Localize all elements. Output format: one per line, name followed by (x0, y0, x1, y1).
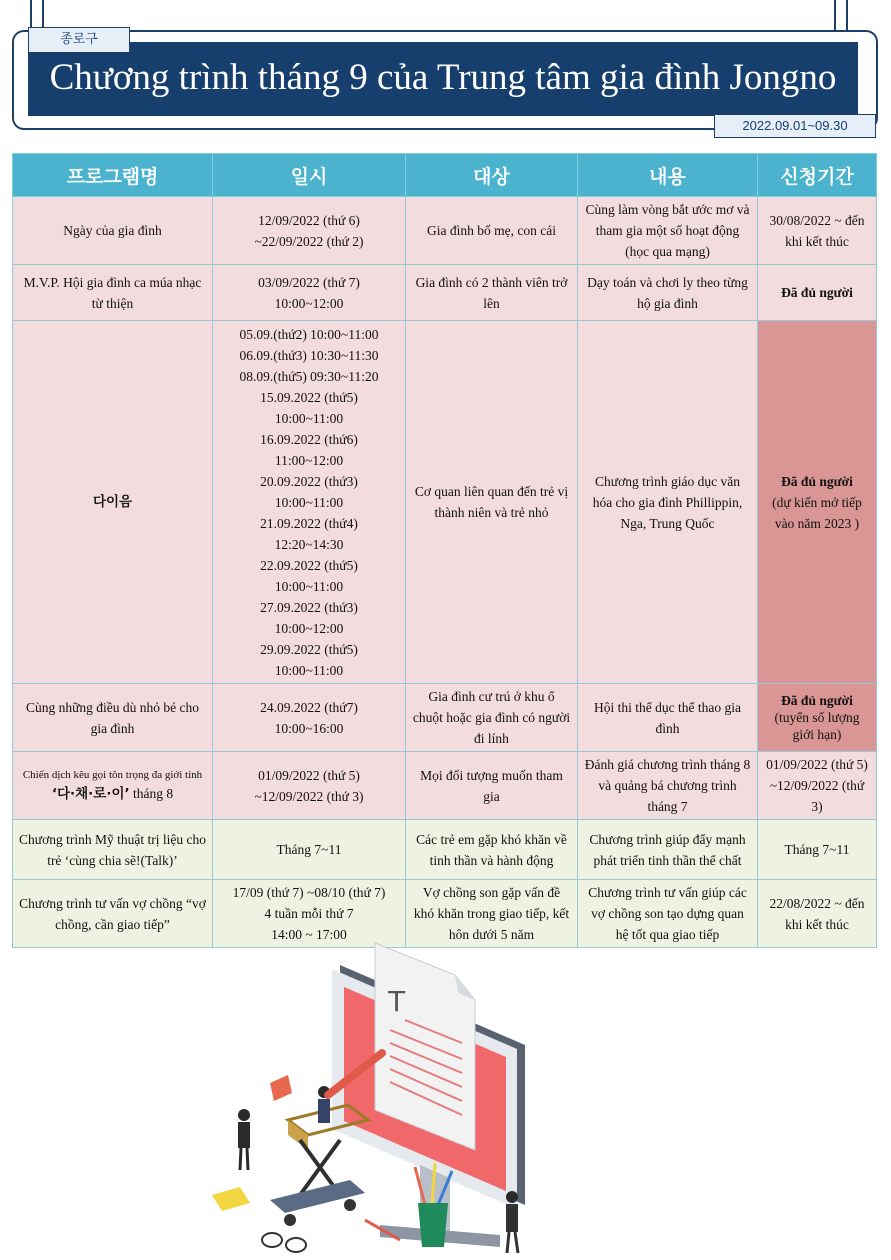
program-name: M.V.P. Hội gia đình ca múa nhạc từ thiện (13, 265, 213, 321)
program-period: Tháng 7~11 (758, 820, 877, 880)
program-date: 01/09/2022 (thứ 5) ~12/09/2022 (thứ 3) (213, 752, 406, 820)
program-name: Chiến dịch kêu gọi tôn trọng đa giới tính ‘다·채·로·이’ tháng 8 (13, 752, 213, 820)
program-period: 30/08/2022 ~ đến khi kết thúc (758, 197, 877, 265)
illustration (200, 935, 560, 1260)
program-name: 다이음 (13, 321, 213, 684)
program-content: Chương trình giáo dục văn hóa cho gia đình Phillippin, Nga, Trung Quốc (578, 321, 758, 684)
svg-text:T: T (388, 985, 406, 1018)
person-icon (238, 1109, 250, 1170)
program-date: 03/09/2022 (thứ 7) 10:00~12:00 (213, 265, 406, 321)
table-header-row (13, 154, 877, 197)
sticky-note-icon (212, 1075, 292, 1211)
program-date: 24.09.2022 (thứ7) 10:00~16:00 (213, 684, 406, 752)
program-period: 01/09/2022 (thứ 5) ~12/09/2022 (thứ 3) (758, 752, 877, 820)
program-content: Chương trình tư vấn giúp các vợ chồng son tạo dựng quan hệ tốt qua giao tiếp (578, 880, 758, 948)
schedule-table (12, 153, 877, 948)
program-content: Đánh giá chương trình tháng 8 và quảng bá chương trình tháng 7 (578, 752, 758, 820)
program-content: Hội thi thể dục thể thao gia đình (578, 684, 758, 752)
table-row (13, 752, 877, 820)
header-content: 내용 (578, 154, 758, 197)
header-date: 일시 (213, 154, 406, 197)
program-period: Đã đủ người (758, 265, 877, 321)
program-period: Đã đủ người (dự kiến mở tiếp vào năm 2023 ) (758, 321, 877, 684)
program-date: Tháng 7~11 (213, 820, 406, 880)
district-badge: 종로구 (28, 27, 130, 53)
program-content: Cùng làm vòng bắt ước mơ và tham gia một số hoạt động (học qua mạng) (578, 197, 758, 265)
program-date: 12/09/2022 (thứ 6) ~22/09/2022 (thứ 2) (213, 197, 406, 265)
program-target: Các trẻ em gặp khó khăn về tinh thần và hành động (406, 820, 578, 880)
program-content: Chương trình giúp đẩy mạnh phát triển tinh thần thể chất (578, 820, 758, 880)
program-name: Chương trình Mỹ thuật trị liệu cho trẻ ‘cùng chia sẽ!(Talk)’ (13, 820, 213, 880)
program-period: Đã đủ người (tuyển số lượng giới hạn) (758, 684, 877, 752)
program-target: Gia đình có 2 thành viên trở lên (406, 265, 578, 321)
scissor-lift-icon (270, 1105, 368, 1226)
program-content: Dạy toán và chơi ly theo từng hộ gia đình (578, 265, 758, 321)
person-icon (506, 1191, 518, 1253)
glasses-icon (262, 1233, 306, 1252)
table-row (13, 197, 877, 265)
program-name: Ngày của gia đình (13, 197, 213, 265)
header-program: 프로그램명 (13, 154, 213, 197)
program-target: Mọi đối tượng muốn tham gia (406, 752, 578, 820)
header-period: 신청기간 (758, 154, 877, 197)
table-row (13, 265, 877, 321)
program-date: 17/09 (thứ 7) ~08/10 (thứ 7) 4 tuần mỗi thứ 7 14:00 ~ 17:00 (213, 880, 406, 948)
program-target: Gia đình bố mẹ, con cái (406, 197, 578, 265)
program-target: Gia đình cư trú ở khu ổ chuột hoặc gia đình có người đi lính (406, 684, 578, 752)
program-date: 05.09.(thứ2) 10:00~11:00 06.09.(thứ3) 10:30~11:30 08.09.(thứ5) 09:30~11:20 15.09.2022 (thứ5) 10:00~11:00 16.09.2022 (thứ6) 11:00~12:00 20.09.2022 (thứ3) 10:00~11:00 21.09.2022 (thứ4) 12:20~14:30 22.09.2022 (thứ5) 10:00~11:00 27.09.2022 (thứ3) 10:00~12:00 29.09.2022 (thứ5) 10:00~11:00 (213, 321, 406, 684)
period-badge: 2022.09.01~09.30 (714, 114, 876, 138)
page-title: Chương trình tháng 9 của Trung tâm gia đình Jongno (49, 57, 837, 98)
table-row (13, 820, 877, 880)
program-name: Chương trình tư vấn vợ chồng “vợ chồng, cần giao tiếp” (13, 880, 213, 948)
program-period: 22/08/2022 ~ đến khi kết thúc (758, 880, 877, 948)
header-target: 대상 (406, 154, 578, 197)
program-target: Cơ quan liên quan đến trẻ vị thành niên và trẻ nhỏ (406, 321, 578, 684)
program-target: Vợ chồng son gặp vấn đề khó khăn trong giao tiếp, kết hôn dưới 5 năm (406, 880, 578, 948)
table-row (13, 321, 877, 684)
table-row (13, 684, 877, 752)
program-name: Cùng những điều dù nhỏ bé cho gia đình (13, 684, 213, 752)
